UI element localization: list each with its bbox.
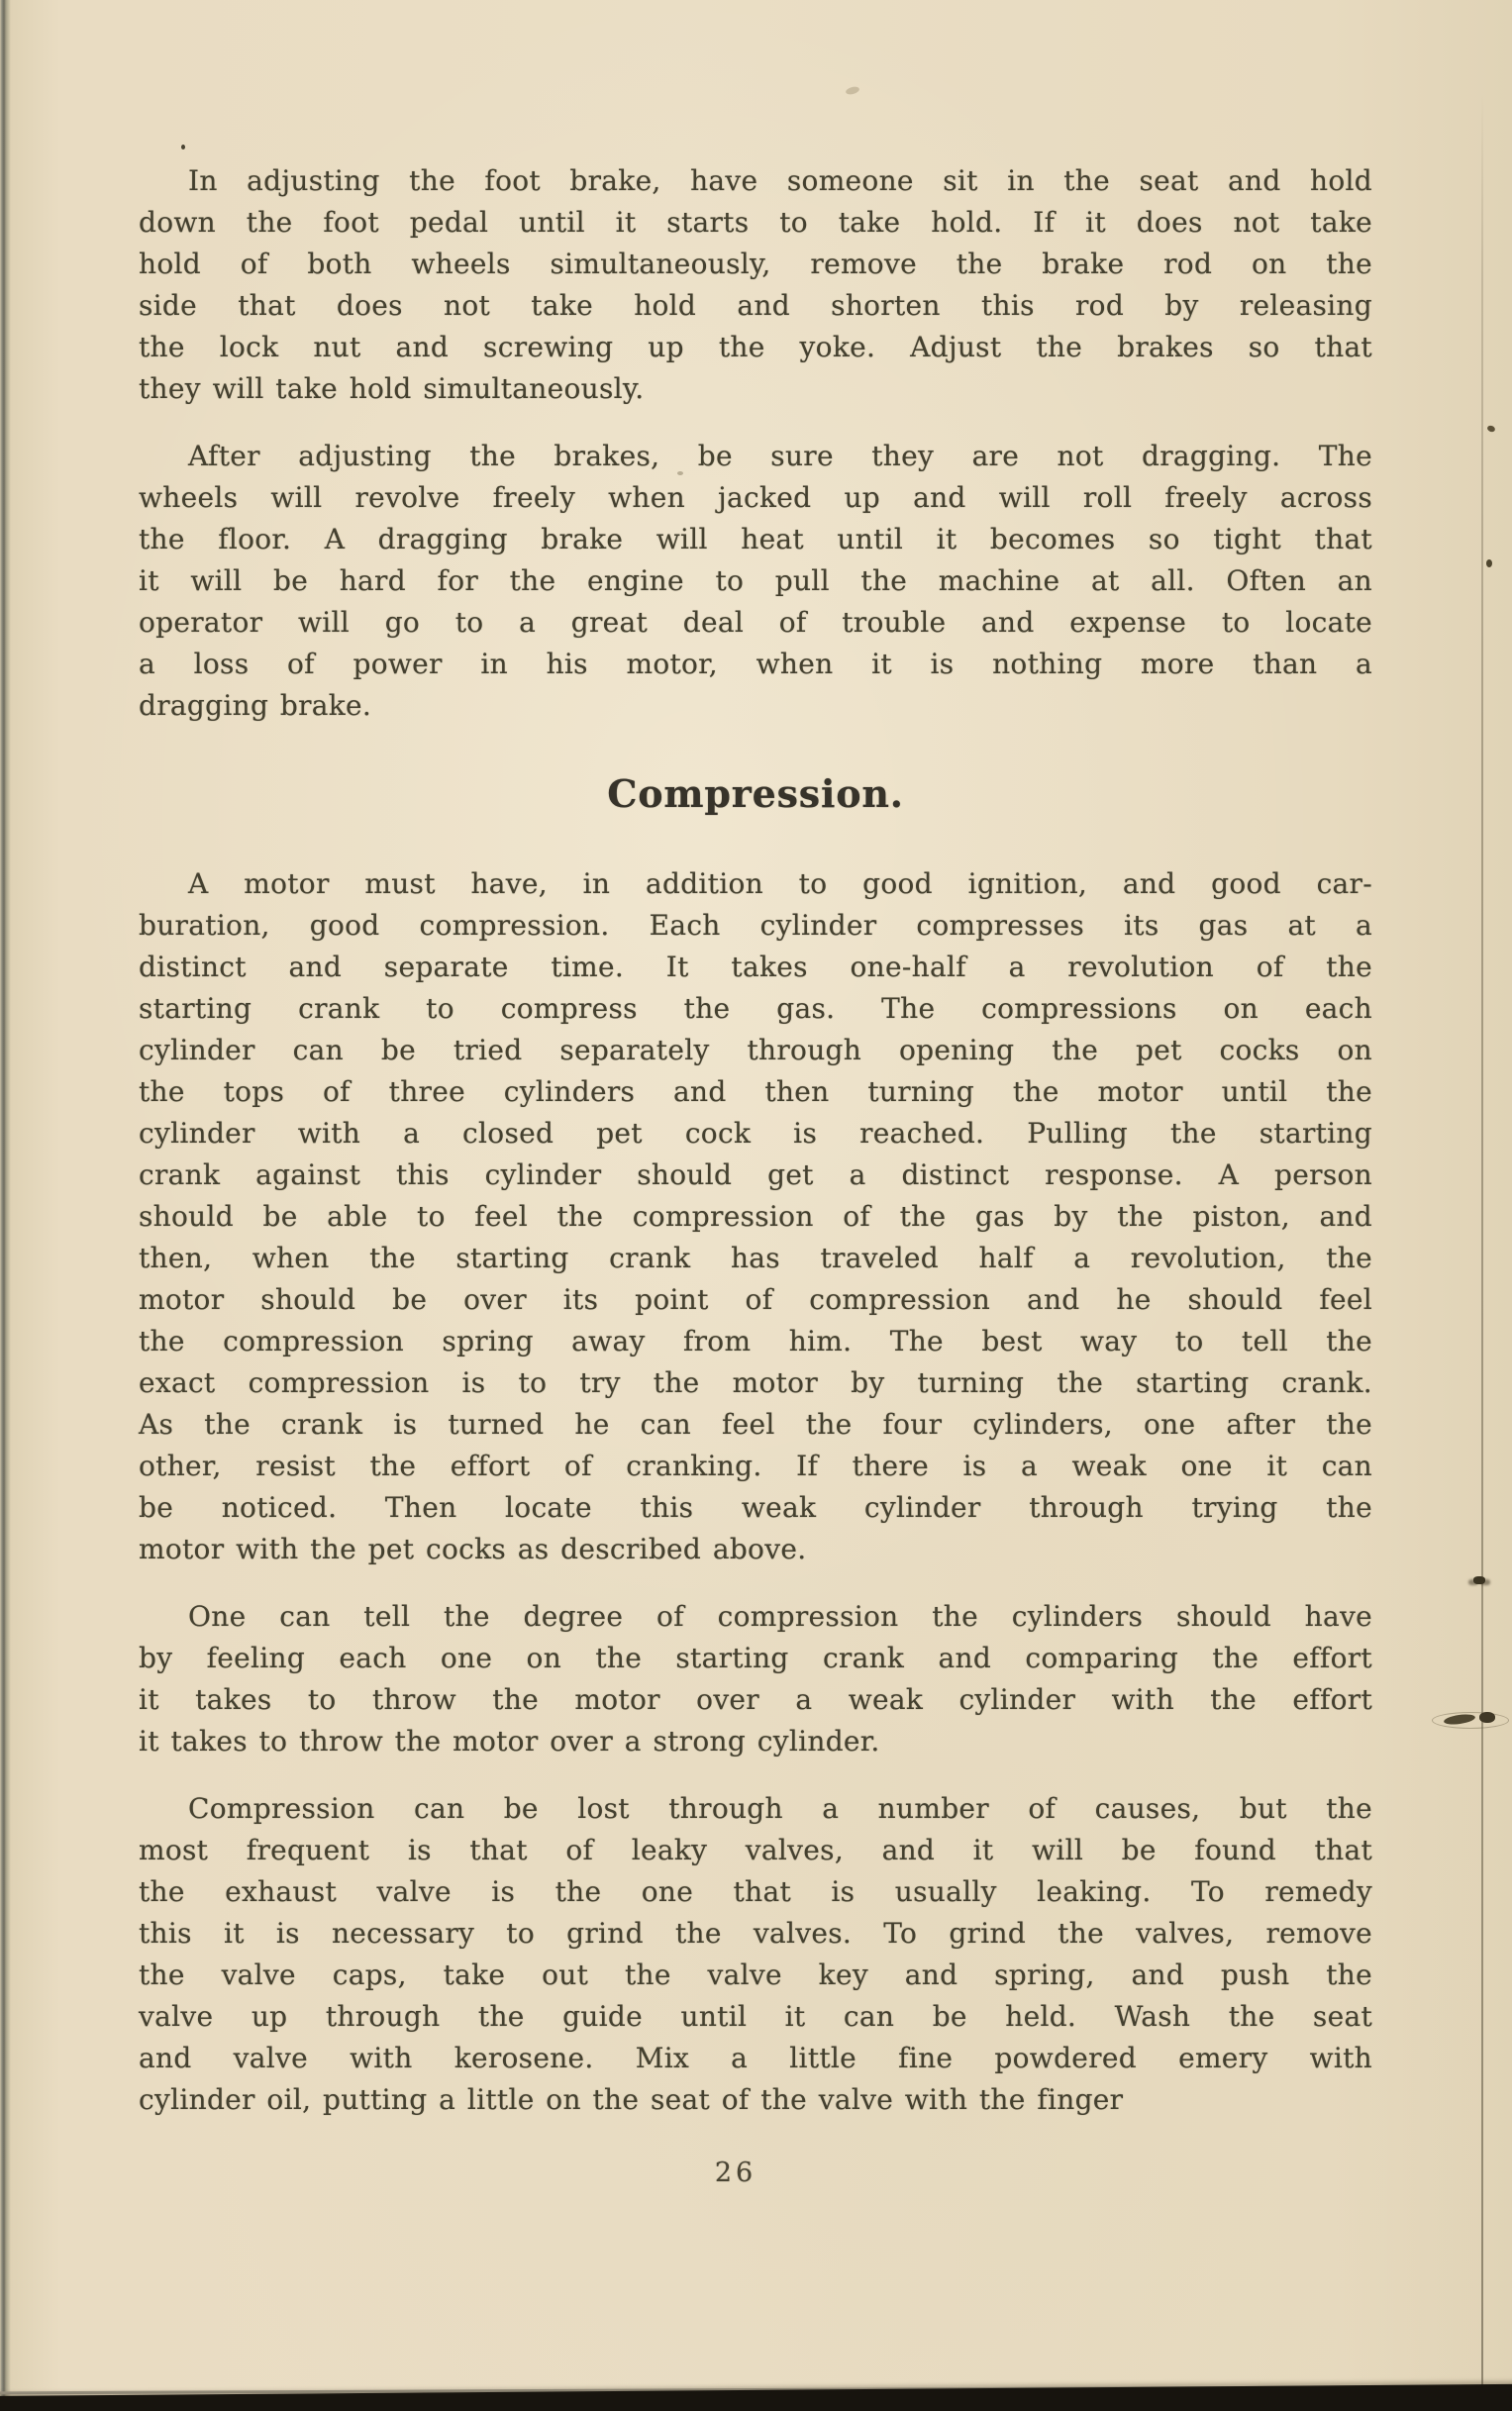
text-line: the compression spring away from him. The best way to tell the <box>139 1325 1372 1357</box>
text-line: the lock nut and screwing up the yoke. Adjust the brakes so that <box>139 331 1372 363</box>
text-line: then, when the starting crank has traveled half a revolution, the <box>139 1242 1372 1274</box>
text-line: As the crank is turned he can feel the four cylinders, one after the <box>139 1408 1372 1441</box>
text-line: they will take hold simultaneously. <box>139 372 645 405</box>
text-line: One can tell the degree of compression the cylinders should have <box>188 1600 1372 1633</box>
margin-mark <box>1473 1576 1485 1584</box>
text-line: In adjusting the foot brake, have someone sit in the seat and hold <box>188 164 1372 197</box>
scan-speck <box>1486 425 1496 433</box>
text-line: motor should be over its point of compression and he should feel <box>139 1283 1372 1316</box>
text-line: other, resist the effort of cranking. If there is a weak one it can <box>139 1450 1372 1482</box>
text-line: crank against this cylinder should get a distinct response. A person <box>139 1158 1372 1191</box>
text-line: distinct and separate time. It takes one-half a revolution of the <box>139 951 1372 983</box>
text-line: buration, good compression. Each cylinder compresses its gas at a <box>139 909 1372 942</box>
paragraph <box>139 160 1372 410</box>
paragraph <box>139 863 1372 1570</box>
text-line: this it is necessary to grind the valves. To grind the valves, remove <box>139 1917 1372 1950</box>
text-line: A motor must have, in addition to good ignition, and good car- <box>188 867 1372 900</box>
text-line: hold of both wheels simultaneously, remove the brake rod on the <box>139 248 1372 280</box>
scan-speck <box>181 145 185 150</box>
text-line: operator will go to a great deal of trouble and expense to locate <box>139 606 1372 639</box>
text-line: it will be hard for the engine to pull the machine at all. Often an <box>139 564 1372 597</box>
scan-speck <box>677 471 683 475</box>
text-line: side that does not take hold and shorten this rod by releasing <box>139 289 1372 322</box>
text-line: the tops of three cylinders and then turning the motor until the <box>139 1075 1372 1108</box>
scan-speck <box>1486 559 1492 567</box>
text-line: and valve with kerosene. Mix a little fine powdered emery with <box>139 2042 1372 2074</box>
text-line: wheels will revolve freely when jacked up and will roll freely across <box>139 481 1372 514</box>
text-line: starting crank to compress the gas. The compressions on each <box>139 992 1372 1025</box>
text-line: should be able to feel the compression of the gas by the piston, and <box>139 1200 1372 1233</box>
text-line: the valve caps, take out the valve key and spring, and push the <box>139 1959 1372 1991</box>
text-line: cylinder can be tried separately through opening the pet cocks on <box>139 1034 1372 1066</box>
page-number: 26 <box>714 2158 757 2188</box>
text-line: Compression can be lost through a number of causes, but the <box>188 1792 1372 1825</box>
page-edge-line <box>1481 94 1483 2386</box>
text-line: After adjusting the brakes, be sure they are not dragging. The <box>188 440 1372 472</box>
pencil-mark <box>1432 1709 1509 1731</box>
paragraph <box>139 1788 1372 2121</box>
text-line: cylinder with a closed pet cock is reached. Pulling the starting <box>139 1117 1372 1150</box>
text-line: the floor. A dragging brake will heat until it becomes so tight that <box>139 523 1372 555</box>
scan-speck <box>845 85 859 95</box>
text-line: valve up through the guide until it can be held. Wash the seat <box>139 2000 1372 2033</box>
text-line: it takes to throw the motor over a weak cylinder with the effort <box>139 1683 1372 1716</box>
text-line: it takes to throw the motor over a strong cylinder. <box>139 1725 880 1758</box>
text-line: cylinder oil, putting a little on the seat of the valve with the finger <box>139 2083 1124 2116</box>
text-line: down the foot pedal until it starts to take hold. If it does not take <box>139 206 1372 239</box>
text-line: motor with the pet cocks as described above. <box>139 1533 807 1565</box>
text-line: the exhaust valve is the one that is usually leaking. To remedy <box>139 1875 1372 1908</box>
paragraph <box>139 1596 1372 1762</box>
text-block <box>139 160 1372 2194</box>
paragraph <box>139 436 1372 727</box>
text-line: dragging brake. <box>139 689 372 722</box>
text-line: be noticed. Then locate this weak cylinder through trying the <box>139 1491 1372 1524</box>
text-line: most frequent is that of leaky valves, and it will be found that <box>139 1834 1372 1866</box>
text-line: by feeling each one on the starting crank and comparing the effort <box>139 1642 1372 1674</box>
section-heading: Compression. <box>607 771 904 816</box>
binding-edge <box>0 0 11 2411</box>
pencil-mark-blob <box>1479 1712 1495 1723</box>
text-line: a loss of power in his motor, when it is nothing more than a <box>139 648 1372 680</box>
text-line: exact compression is to try the motor by turning the starting crank. <box>139 1366 1372 1399</box>
